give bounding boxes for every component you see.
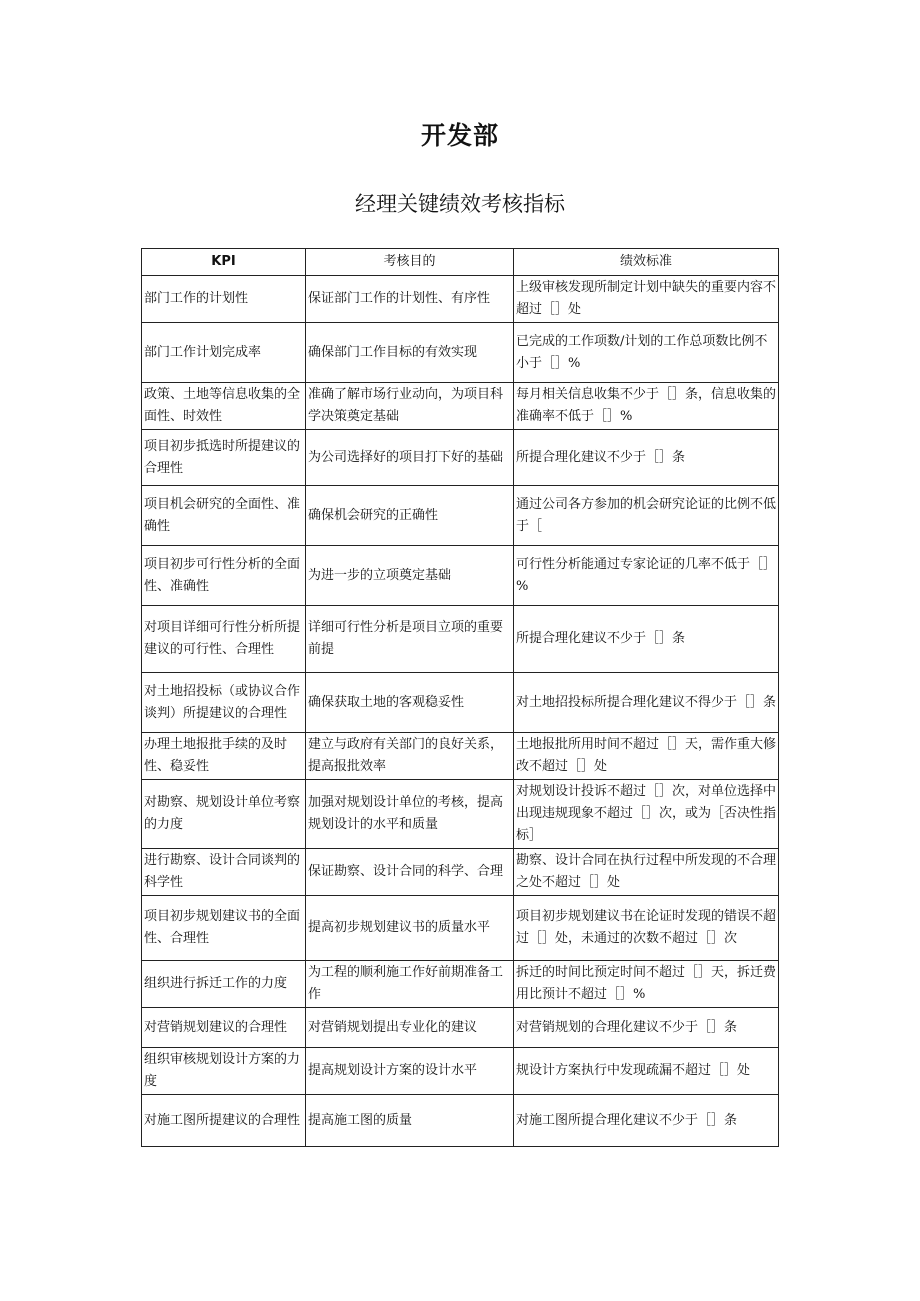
table-cell-standard: 规设计方案执行中发现疏漏不超过［］处: [514, 1048, 779, 1095]
table-row: [142, 961, 779, 1008]
table-cell-kpi: 对勘察、规划设计单位考察的力度: [142, 780, 306, 849]
table-cell-purpose: 对营销规划提出专业化的建议: [306, 1008, 514, 1048]
table-cell-standard: 可行性分析能通过专家论证的几率不低于［］%: [514, 546, 779, 606]
table-cell-standard: 已完成的工作项数/计划的工作总项数比例不小于［］%: [514, 323, 779, 383]
table-cell-purpose: 确保机会研究的正确性: [306, 486, 514, 546]
table-cell-kpi: 项目机会研究的全面性、准确性: [142, 486, 306, 546]
table-cell-purpose: 为公司选择好的项目打下好的基础: [306, 430, 514, 486]
table-row: [142, 1008, 779, 1048]
table-cell-kpi: 项目初步可行性分析的全面性、准确性: [142, 546, 306, 606]
table-cell-kpi: 进行勘察、设计合同谈判的科学性: [142, 849, 306, 896]
kpi-table: [141, 248, 779, 1147]
table-row: [142, 430, 779, 486]
table-row: [142, 1095, 779, 1147]
table-cell-standard: 对土地招投标所提合理化建议不得少于［］条: [514, 673, 779, 733]
header-purpose: 考核目的: [306, 249, 514, 276]
table-cell-purpose: 加强对规划设计单位的考核，提高规划设计的水平和质量: [306, 780, 514, 849]
table-cell-purpose: 确保部门工作目标的有效实现: [306, 323, 514, 383]
table-cell-purpose: 为进一步的立项奠定基础: [306, 546, 514, 606]
table-cell-standard: 每月相关信息收集不少于［］条，信息收集的准确率不低于［］%: [514, 383, 779, 430]
table-cell-standard: 拆迁的时间比预定时间不超过［］天，拆迁费用比预计不超过［］%: [514, 961, 779, 1008]
table-cell-purpose: 提高施工图的质量: [306, 1095, 514, 1147]
table-cell-standard: 上级审核发现所制定计划中缺失的重要内容不超过［］处: [514, 276, 779, 323]
page-title: 开发部: [420, 121, 499, 150]
table-cell-kpi: 对土地招投标（或协议合作谈判）所提建议的合理性: [142, 673, 306, 733]
table-cell-standard: 所提合理化建议不少于［］条: [514, 430, 779, 486]
table-cell-standard: 勘察、设计合同在执行过程中所发现的不合理之处不超过［］处: [514, 849, 779, 896]
table-cell-standard: 土地报批所用时间不超过［］天，需作重大修改不超过［］处: [514, 733, 779, 780]
table-cell-purpose: 保证勘察、设计合同的科学、合理: [306, 849, 514, 896]
table-cell-standard: 项目初步规划建议书在论证时发现的错误不超过［］处，未通过的次数不超过［］次: [514, 896, 779, 961]
header-standard: 绩效标准: [514, 249, 779, 276]
table-cell-purpose: 建立与政府有关部门的良好关系，提高报批效率: [306, 733, 514, 780]
table-row: [142, 1048, 779, 1095]
table-cell-kpi: 项目初步抵选时所提建议的合理性: [142, 430, 306, 486]
page-subtitle: 经理关键绩效考核指标: [355, 192, 565, 216]
table-cell-purpose: 保证部门工作的计划性、有序性: [306, 276, 514, 323]
table-cell-purpose: 提高初步规划建议书的质量水平: [306, 896, 514, 961]
table-cell-standard: 对营销规划的合理化建议不少于［］条: [514, 1008, 779, 1048]
table-cell-kpi: 对项目详细可行性分析所提建议的可行性、合理性: [142, 606, 306, 673]
table-row: [142, 276, 779, 323]
table-cell-standard: 对施工图所提合理化建议不少于［］条: [514, 1095, 779, 1147]
table-row: [142, 486, 779, 546]
table-cell-purpose: 为工程的顺利施工作好前期准备工作: [306, 961, 514, 1008]
table-cell-kpi: 办理土地报批手续的及时性、稳妥性: [142, 733, 306, 780]
table-cell-kpi: 组织审核规划设计方案的力度: [142, 1048, 306, 1095]
table-cell-kpi: 对施工图所提建议的合理性: [142, 1095, 306, 1147]
table-row: [142, 546, 779, 606]
table-cell-purpose: 准确了解市场行业动向，为项目科学决策奠定基础: [306, 383, 514, 430]
table-cell-standard: 通过公司各方参加的机会研究论证的比例不低于［: [514, 486, 779, 546]
table-cell-standard: 所提合理化建议不少于［］条: [514, 606, 779, 673]
table-row: [142, 849, 779, 896]
header-kpi: KPI: [142, 249, 306, 276]
table-cell-kpi: 组织进行拆迁工作的力度: [142, 961, 306, 1008]
table-cell-kpi: 部门工作计划完成率: [142, 323, 306, 383]
table-row: [142, 606, 779, 673]
table-cell-kpi: 对营销规划建议的合理性: [142, 1008, 306, 1048]
table-cell-standard: 对规划设计投诉不超过［］次，对单位选择中出现违规现象不超过［］次，或为［否决性指标］: [514, 780, 779, 849]
table-row: [142, 323, 779, 383]
table-cell-purpose: 提高规划设计方案的设计水平: [306, 1048, 514, 1095]
table-row: [142, 780, 779, 849]
table-cell-purpose: 详细可行性分析是项目立项的重要前提: [306, 606, 514, 673]
table-cell-kpi: 部门工作的计划性: [142, 276, 306, 323]
table-cell-kpi: 项目初步规划建议书的全面性、合理性: [142, 896, 306, 961]
table-cell-purpose: 确保获取土地的客观稳妥性: [306, 673, 514, 733]
table-row: [142, 673, 779, 733]
table-row: [142, 896, 779, 961]
table-row: [142, 733, 779, 780]
table-header-row: [142, 249, 779, 276]
table-cell-kpi: 政策、土地等信息收集的全面性、时效性: [142, 383, 306, 430]
table-row: [142, 383, 779, 430]
